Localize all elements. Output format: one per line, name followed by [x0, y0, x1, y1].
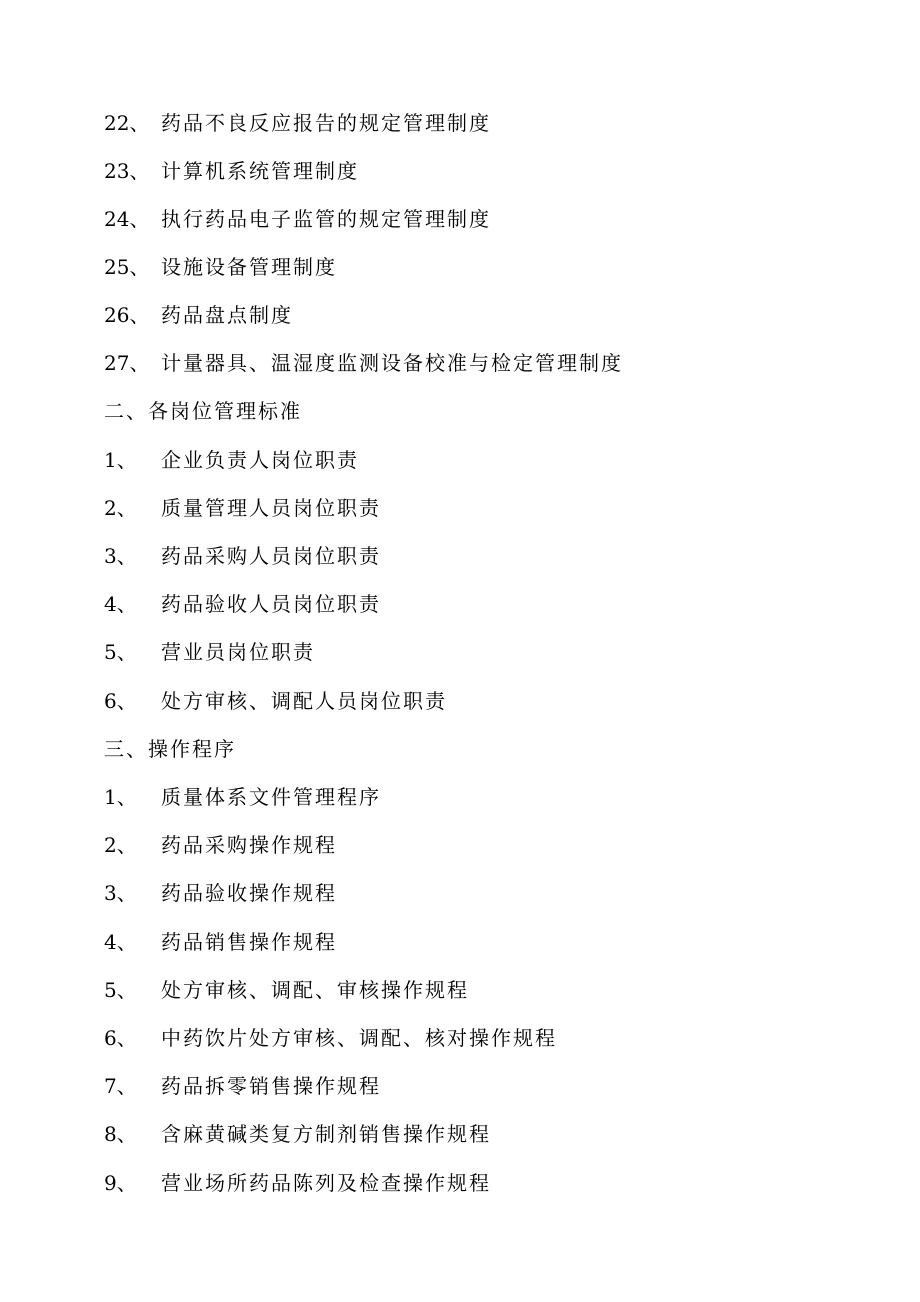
item-text: 计算机系统管理制度: [161, 159, 359, 183]
item-number: 1、: [104, 448, 137, 472]
item-text: 执行药品电子监管的规定管理制度: [161, 207, 491, 231]
item-text: 药品验收操作规程: [161, 881, 337, 905]
item-number: 5、: [104, 978, 137, 1002]
item-number: 3、: [104, 881, 137, 905]
item-number: 2、: [104, 496, 137, 520]
item-text: 处方审核、调配人员岗位职责: [161, 689, 447, 713]
item-number: 24、: [104, 207, 150, 231]
item-number: 6、: [104, 1026, 137, 1050]
item-text: 营业场所药品陈列及检查操作规程: [161, 1171, 491, 1195]
item-number: 8、: [104, 1122, 137, 1146]
item-text: 设施设备管理制度: [161, 255, 337, 279]
item-text: 药品验收人员岗位职责: [161, 592, 381, 616]
item-number: 25、: [104, 255, 150, 279]
item-number: 3、: [104, 544, 137, 568]
item-text: 企业负责人岗位职责: [161, 448, 359, 472]
item-number: 5、: [104, 640, 137, 664]
item-text: 中药饮片处方审核、调配、核对操作规程: [161, 1026, 557, 1050]
item-number: 7、: [104, 1074, 137, 1098]
item-text: 药品拆零销售操作规程: [161, 1074, 381, 1098]
item-number: 6、: [104, 689, 137, 713]
section-title: 二、各岗位管理标准: [104, 399, 302, 423]
item-text: 药品销售操作规程: [161, 930, 337, 954]
item-number: 4、: [104, 930, 137, 954]
item-text: 药品盘点制度: [161, 303, 293, 327]
item-number: 22、: [104, 111, 150, 135]
item-text: 质量管理人员岗位职责: [161, 496, 381, 520]
item-text: 处方审核、调配、审核操作规程: [161, 978, 469, 1002]
item-number: 4、: [104, 592, 137, 616]
item-number: 2、: [104, 833, 137, 857]
item-number: 27、: [104, 351, 150, 375]
item-text: 含麻黄碱类复方制剂销售操作规程: [161, 1122, 491, 1146]
item-number: 26、: [104, 303, 150, 327]
item-number: 23、: [104, 159, 150, 183]
item-text: 药品不良反应报告的规定管理制度: [161, 111, 491, 135]
section-title: 三、操作程序: [104, 737, 236, 761]
item-text: 计量器具、温湿度监测设备校准与检定管理制度: [161, 351, 623, 375]
item-text: 药品采购操作规程: [161, 833, 337, 857]
item-text: 营业员岗位职责: [161, 640, 315, 664]
item-number: 9、: [104, 1171, 137, 1195]
item-text: 质量体系文件管理程序: [161, 785, 381, 809]
item-number: 1、: [104, 785, 137, 809]
item-text: 药品采购人员岗位职责: [161, 544, 381, 568]
